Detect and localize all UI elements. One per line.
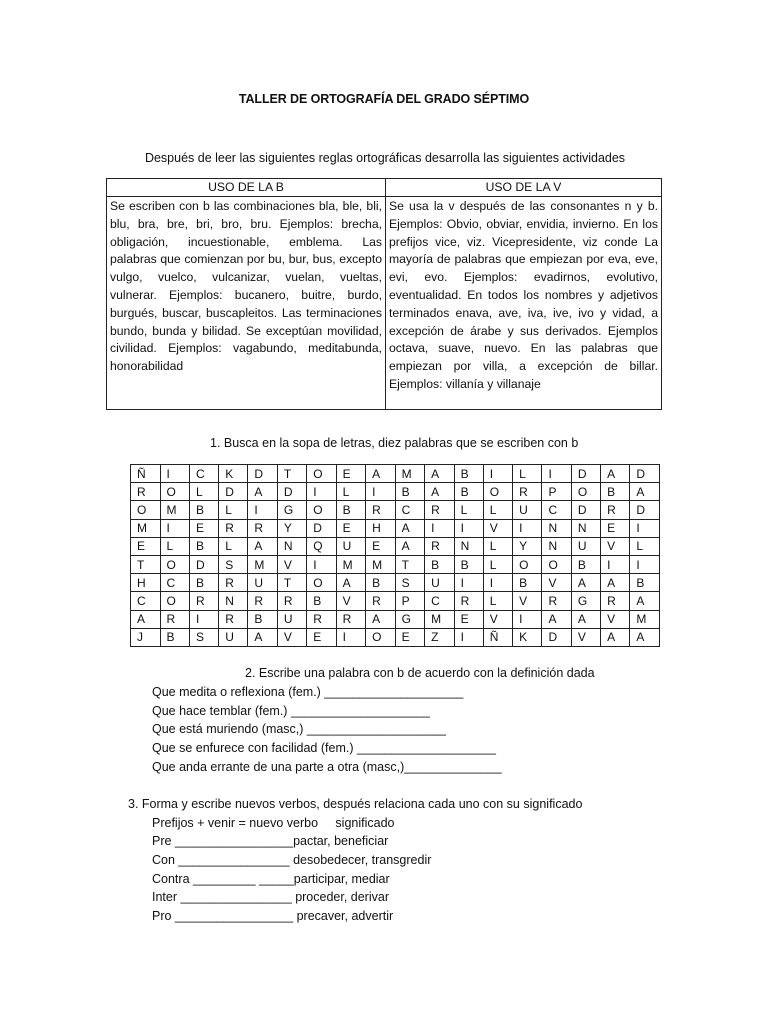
grid-cell: D	[630, 501, 660, 519]
grid-cell: M	[366, 555, 396, 573]
grid-cell: T	[131, 555, 161, 573]
grid-cell: K	[219, 465, 248, 483]
grid-cell: M	[131, 519, 161, 537]
grid-cell: R	[366, 592, 396, 610]
grid-cell: A	[366, 465, 396, 483]
grid-cell: O	[131, 501, 161, 519]
grid-cell: B	[160, 628, 190, 646]
grid-cell: I	[483, 465, 512, 483]
grid-cell: L	[454, 501, 483, 519]
grid-cell: B	[395, 483, 425, 501]
grid-cell: N	[454, 537, 483, 555]
grid-cell: U	[248, 574, 278, 592]
grid-cell: P	[542, 483, 571, 501]
grid-cell: U	[336, 537, 366, 555]
grid-row	[131, 574, 660, 592]
grid-row	[131, 610, 660, 628]
grid-cell: N	[277, 537, 306, 555]
grid-cell: Ñ	[131, 465, 161, 483]
grid-cell: A	[336, 574, 366, 592]
exercise3-heading: 3. Forma y escribe nuevos verbos, después relaciona cada uno con su significado	[128, 797, 583, 811]
grid-cell: L	[483, 537, 512, 555]
grid-cell: U	[513, 501, 542, 519]
grid-cell: V	[336, 592, 366, 610]
exercise3-line: Pro _________________ precaver, advertir	[152, 909, 394, 923]
grid-cell: I	[630, 555, 660, 573]
grid-cell: I	[542, 465, 571, 483]
grid-cell: V	[483, 610, 512, 628]
grid-cell: R	[248, 592, 278, 610]
grid-cell: L	[190, 483, 219, 501]
grid-cell: A	[630, 592, 660, 610]
grid-cell: Ñ	[483, 628, 512, 646]
grid-cell: I	[190, 610, 219, 628]
grid-cell: E	[131, 537, 161, 555]
grid-cell: B	[454, 483, 483, 501]
grid-cell: G	[571, 592, 600, 610]
grid-cell: V	[277, 628, 306, 646]
grid-cell: T	[395, 555, 425, 573]
grid-cell: G	[277, 501, 306, 519]
grid-cell: R	[366, 501, 396, 519]
exercise3-line: Inter ________________ proceder, derivar	[152, 890, 389, 904]
grid-cell: C	[542, 501, 571, 519]
grid-cell: R	[513, 483, 542, 501]
grid-cell: A	[601, 574, 630, 592]
grid-cell: M	[425, 610, 455, 628]
grid-cell: Y	[277, 519, 306, 537]
grid-cell: O	[366, 628, 396, 646]
grid-cell: A	[425, 483, 455, 501]
grid-cell: E	[395, 628, 425, 646]
grid-cell: C	[160, 574, 190, 592]
grid-cell: R	[160, 610, 190, 628]
grid-cell: A	[630, 628, 660, 646]
grid-cell: N	[571, 519, 600, 537]
grid-cell: T	[277, 574, 306, 592]
rules-text-b: Se escriben con b las combinaciones bla, ble, bli, blu, bra, bre, bri, bro, bru. Ejemplos: brecha, obligación, incuestionable, emblema. Las palabras que comienzan por bu, bur, bus, excepto vulgo, vuelco, vulcanizar, vuelan, vueltas, vulnerar. Ejemplos: bucanero, buitre, burdo, burgués, buscar, buscapleitos. Las terminaciones bundo, bunda y bilidad. Se exceptúan movilidad, civilidad. Ejemplos: vagabundo, meditabunda, honorabilidad	[107, 197, 386, 410]
grid-cell: J	[131, 628, 161, 646]
grid-cell: D	[630, 465, 660, 483]
exercise3-subheading: Prefijos + venir = nuevo verbo significado	[152, 816, 395, 830]
grid-cell: H	[131, 574, 161, 592]
grid-cell: O	[160, 555, 190, 573]
grid-cell: E	[454, 610, 483, 628]
grid-cell: I	[454, 519, 483, 537]
grid-cell: U	[219, 628, 248, 646]
grid-row	[131, 501, 660, 519]
grid-cell: I	[513, 610, 542, 628]
grid-cell: B	[630, 574, 660, 592]
grid-cell: U	[571, 537, 600, 555]
grid-cell: A	[395, 519, 425, 537]
grid-cell: E	[366, 537, 396, 555]
grid-cell: A	[542, 610, 571, 628]
grid-cell: B	[307, 592, 336, 610]
exercise2-heading: 2. Escribe una palabra con b de acuerdo con la definición dada	[245, 666, 595, 680]
grid-cell: E	[336, 465, 366, 483]
grid-cell: E	[307, 628, 336, 646]
grid-cell: B	[513, 574, 542, 592]
grid-cell: B	[190, 501, 219, 519]
grid-cell: L	[483, 592, 512, 610]
grid-row	[131, 483, 660, 501]
grid-cell: R	[542, 592, 571, 610]
grid-cell: A	[366, 610, 396, 628]
grid-cell: I	[454, 574, 483, 592]
grid-cell: D	[277, 483, 306, 501]
grid-cell: Q	[307, 537, 336, 555]
grid-cell: B	[571, 555, 600, 573]
grid-cell: R	[248, 519, 278, 537]
grid-cell: A	[395, 537, 425, 555]
grid-cell: V	[483, 519, 512, 537]
grid-cell: O	[307, 465, 336, 483]
rules-header-b: USO DE LA B	[107, 179, 386, 197]
rules-table	[106, 178, 662, 410]
grid-cell: L	[336, 483, 366, 501]
grid-row	[131, 465, 660, 483]
grid-cell: D	[219, 483, 248, 501]
grid-cell: L	[160, 537, 190, 555]
grid-cell: A	[601, 465, 630, 483]
grid-row	[131, 519, 660, 537]
grid-cell: Z	[425, 628, 455, 646]
grid-cell: G	[395, 610, 425, 628]
grid-cell: V	[542, 574, 571, 592]
grid-cell: C	[395, 501, 425, 519]
grid-cell: V	[571, 628, 600, 646]
grid-cell: B	[454, 555, 483, 573]
grid-cell: D	[571, 465, 600, 483]
grid-cell: A	[248, 537, 278, 555]
grid-cell: R	[131, 483, 161, 501]
grid-cell: D	[542, 628, 571, 646]
grid-cell: R	[307, 610, 336, 628]
grid-cell: R	[425, 537, 455, 555]
grid-cell: L	[483, 501, 512, 519]
grid-cell: O	[307, 501, 336, 519]
grid-cell: B	[601, 483, 630, 501]
grid-cell: I	[454, 628, 483, 646]
grid-cell: Y	[513, 537, 542, 555]
grid-cell: B	[336, 501, 366, 519]
grid-cell: O	[483, 483, 512, 501]
grid-cell: O	[160, 592, 190, 610]
grid-cell: U	[425, 574, 455, 592]
grid-cell: I	[248, 501, 278, 519]
grid-cell: R	[190, 592, 219, 610]
grid-cell: K	[513, 628, 542, 646]
grid-cell: T	[277, 465, 306, 483]
grid-cell: O	[160, 483, 190, 501]
grid-cell: V	[513, 592, 542, 610]
grid-cell: L	[483, 555, 512, 573]
grid-cell: P	[395, 592, 425, 610]
exercise2-line: Que se enfurece con facilidad (fem.) ____________________	[152, 741, 497, 755]
grid-cell: H	[366, 519, 396, 537]
grid-cell: I	[307, 555, 336, 573]
rules-header-v: USO DE LA V	[386, 179, 662, 197]
grid-cell: M	[395, 465, 425, 483]
grid-row	[131, 555, 660, 573]
grid-cell: S	[395, 574, 425, 592]
grid-cell: R	[601, 592, 630, 610]
grid-cell: L	[630, 537, 660, 555]
grid-row	[131, 592, 660, 610]
grid-cell: M	[160, 501, 190, 519]
grid-cell: B	[454, 465, 483, 483]
grid-cell: M	[336, 555, 366, 573]
grid-cell: D	[571, 501, 600, 519]
intro-text: Después de leer las siguientes reglas ortográficas desarrolla las siguientes actividades	[144, 151, 626, 165]
grid-cell: B	[190, 574, 219, 592]
grid-cell: D	[307, 519, 336, 537]
grid-row	[131, 628, 660, 646]
grid-cell: I	[601, 555, 630, 573]
grid-cell: I	[366, 483, 396, 501]
grid-cell: I	[160, 519, 190, 537]
grid-cell: N	[219, 592, 248, 610]
grid-cell: A	[425, 465, 455, 483]
page-title: TALLER DE ORTOGRAFÍA DEL GRADO SÉPTIMO	[238, 92, 530, 106]
grid-row	[131, 537, 660, 555]
grid-cell: V	[601, 537, 630, 555]
grid-cell: A	[571, 610, 600, 628]
grid-cell: S	[219, 555, 248, 573]
grid-cell: R	[425, 501, 455, 519]
grid-cell: R	[219, 574, 248, 592]
word-search-grid	[130, 464, 660, 647]
grid-cell: O	[513, 555, 542, 573]
grid-cell: I	[336, 628, 366, 646]
grid-cell: I	[630, 519, 660, 537]
grid-cell: A	[131, 610, 161, 628]
exercise2-line: Que anda errante de una parte a otra (masc,)______________	[152, 760, 502, 774]
grid-cell: A	[571, 574, 600, 592]
grid-cell: A	[601, 628, 630, 646]
grid-cell: L	[219, 501, 248, 519]
grid-cell: V	[601, 610, 630, 628]
grid-cell: R	[219, 610, 248, 628]
exercise2-line: Que hace temblar (fem.) ____________________	[152, 704, 430, 718]
grid-cell: R	[219, 519, 248, 537]
exercise2-line: Que medita o reflexiona (fem.) ____________________	[152, 685, 464, 699]
grid-cell: E	[601, 519, 630, 537]
grid-cell: O	[542, 555, 571, 573]
grid-cell: D	[190, 555, 219, 573]
grid-cell: N	[542, 537, 571, 555]
grid-cell: U	[277, 610, 306, 628]
grid-cell: R	[454, 592, 483, 610]
grid-cell: B	[248, 610, 278, 628]
grid-cell: C	[131, 592, 161, 610]
exercise2-line: Que está muriendo (masc,) ____________________	[152, 722, 446, 736]
grid-cell: M	[630, 610, 660, 628]
grid-cell: I	[483, 574, 512, 592]
grid-cell: R	[601, 501, 630, 519]
exercise3-line: Con ________________ desobedecer, transgredir	[152, 853, 432, 867]
exercise3-line: Contra _________ _____participar, mediar	[152, 872, 390, 886]
grid-cell: E	[190, 519, 219, 537]
rules-text-v: Se usa la v después de las consonantes n y b. Ejemplos: Obvio, obviar, envidia, invierno. En los prefijos vice, viz. Vicepresidente, viz conde La mayoría de palabras que empiezan por eva, eve, evi, evo. Ejemplos: evadirnos, evolutivo, eventualidad. En todos los nombres y adjetivos terminados enava, ave, iva, ive, ivo y vidad, a excepción de árabe y sus derivados. Ejemplos octava, suave, nuevo. En las palabras que empiezan por villa, a excepción de billar. Ejemplos: villanía y villanaje	[386, 197, 662, 410]
exercise1-heading: 1. Busca en la sopa de letras, diez palabras que se escriben con b	[210, 436, 579, 450]
grid-cell: I	[160, 465, 190, 483]
grid-cell: C	[190, 465, 219, 483]
grid-cell: I	[307, 483, 336, 501]
grid-cell: B	[425, 555, 455, 573]
grid-cell: B	[366, 574, 396, 592]
grid-cell: I	[513, 519, 542, 537]
grid-cell: M	[248, 555, 278, 573]
grid-cell: O	[307, 574, 336, 592]
grid-cell: R	[336, 610, 366, 628]
grid-cell: D	[248, 465, 278, 483]
grid-cell: V	[277, 555, 306, 573]
grid-cell: L	[513, 465, 542, 483]
grid-cell: I	[425, 519, 455, 537]
grid-cell: B	[190, 537, 219, 555]
grid-cell: L	[219, 537, 248, 555]
grid-cell: O	[571, 483, 600, 501]
grid-cell: C	[425, 592, 455, 610]
grid-cell: A	[630, 483, 660, 501]
grid-cell: E	[336, 519, 366, 537]
grid-cell: A	[248, 483, 278, 501]
grid-cell: N	[542, 519, 571, 537]
exercise3-line: Pre _________________pactar, beneficiar	[152, 834, 389, 848]
grid-cell: S	[190, 628, 219, 646]
grid-cell: R	[277, 592, 306, 610]
grid-cell: A	[248, 628, 278, 646]
